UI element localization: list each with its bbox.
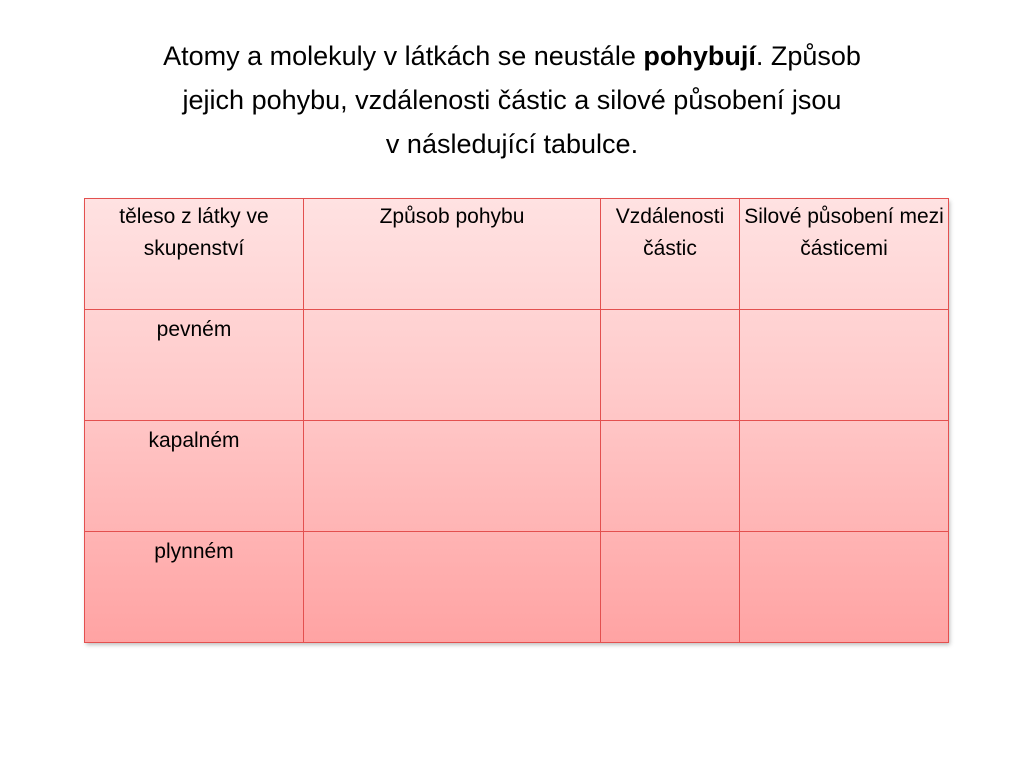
table-row <box>85 421 949 532</box>
table-cell <box>601 532 740 643</box>
states-of-matter-table <box>84 198 949 643</box>
row-label-liquid: kapalném <box>85 421 304 532</box>
header-cell-distance: Vzdálenosti částic <box>601 199 740 310</box>
header-cell-motion: Způsob pohybu <box>304 199 601 310</box>
title-line-2: jejich pohybu, vzdálenosti částic a silové působení jsou <box>182 85 842 115</box>
table-cell <box>740 310 949 421</box>
table-cell <box>304 532 601 643</box>
header-cell-forces: Silové působení mezi částicemi <box>740 199 949 310</box>
table-cell <box>304 310 601 421</box>
table-cell <box>601 310 740 421</box>
table-header-row <box>85 199 949 310</box>
table-cell <box>740 532 949 643</box>
table-cell <box>740 421 949 532</box>
row-label-gas: plynném <box>85 532 304 643</box>
table-cell <box>304 421 601 532</box>
table-cell <box>601 421 740 532</box>
title-text-after: . Způsob <box>755 41 861 71</box>
table-container <box>84 198 948 642</box>
title-line-3: v následující tabulce. <box>385 129 639 159</box>
table-row <box>85 310 949 421</box>
title-text-before: Atomy a molekuly v látkách se neustále <box>163 41 644 71</box>
row-label-solid: pevném <box>85 310 304 421</box>
title-line-1 <box>60 34 964 78</box>
table-row <box>85 532 949 643</box>
header-cell-state: těleso z látky ve skupenství <box>85 199 304 310</box>
title-bold-word: pohybují <box>643 41 756 71</box>
slide-title <box>60 34 964 166</box>
